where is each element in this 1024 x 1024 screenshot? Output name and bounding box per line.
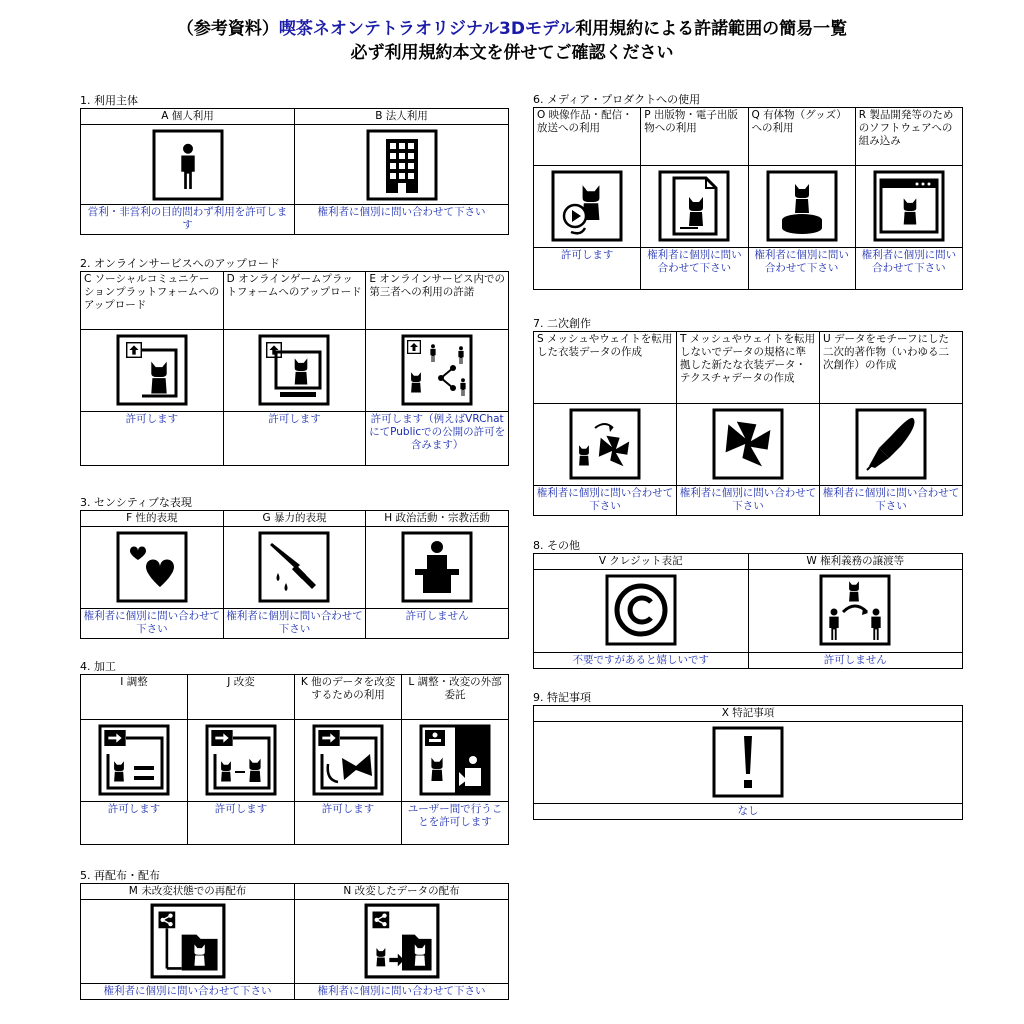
section-8 [533, 538, 963, 669]
item-icon-cell-H [366, 527, 509, 609]
item-result-B: 権利者に個別に問い合わせて下さい [295, 205, 509, 235]
section-title: 7. 二次創作 [533, 317, 591, 330]
upload-monitor-icon [258, 334, 330, 406]
item-header-X: X 特記事項 [534, 706, 963, 722]
item-result-H: 許可しません [366, 609, 509, 639]
item-header-E: E オンラインサービス内での第三者への利用の許諾 [366, 272, 509, 330]
building-icon [366, 129, 438, 201]
section-title: 4. 加工 [80, 660, 116, 673]
item-result-X: なし [534, 804, 963, 820]
item-icon-cell-R [855, 166, 962, 248]
item-icon-cell-V [534, 570, 749, 653]
item-result-P: 権利者に個別に問い合わせて下さい [641, 248, 748, 290]
item-result-A: 営利・非営利の目的問わず利用を許可します [81, 205, 295, 235]
item-icon-cell-F [81, 527, 224, 609]
item-header-J: J 改変 [188, 675, 295, 720]
item-result-N: 権利者に個別に問い合わせて下さい [295, 984, 509, 1000]
document-icon [658, 170, 730, 242]
section-7 [533, 316, 963, 516]
exclamation-icon [712, 726, 784, 798]
item-icon-cell-Q [748, 166, 855, 248]
item-result-I: 許可します [81, 802, 188, 845]
item-icon-cell-W [748, 570, 963, 653]
item-result-G: 権利者に個別に問い合わせて下さい [223, 609, 366, 639]
item-result-M: 権利者に個別に問い合わせて下さい [81, 984, 295, 1000]
item-icon-cell-U [820, 404, 963, 486]
podium-icon [401, 531, 473, 603]
upload-cat-icon [116, 334, 188, 406]
item-header-M: M 未改変状態での再配布 [81, 884, 295, 900]
permission-table [80, 108, 509, 235]
video-icon [551, 170, 623, 242]
item-icon-cell-J [188, 720, 295, 802]
item-result-V: 不要ですがあると嬉しいです [534, 653, 749, 669]
section-4 [80, 659, 509, 845]
item-icon-cell-D [223, 330, 366, 412]
item-icon-cell-T [677, 404, 820, 486]
permission-table [533, 553, 963, 669]
item-icon-cell-L [402, 720, 509, 802]
permission-table [80, 674, 509, 845]
item-result-D: 許可します [223, 412, 366, 466]
item-header-F: F 性的表現 [81, 511, 224, 527]
section-title: 5. 再配布・配布 [80, 869, 160, 882]
item-result-J: 許可します [188, 802, 295, 845]
item-result-T: 権利者に個別に問い合わせて下さい [677, 486, 820, 516]
item-result-S: 権利者に個別に問い合わせて下さい [534, 486, 677, 516]
section-5 [80, 868, 509, 1000]
title-suffix: 利用規約による許諾範囲の簡易一覧 [575, 19, 848, 39]
item-result-Q: 権利者に個別に問い合わせて下さい [748, 248, 855, 290]
hearts-icon [116, 531, 188, 603]
item-header-W: W 権利義務の譲渡等 [748, 554, 963, 570]
item-icon-cell-X [534, 722, 963, 804]
item-icon-cell-K [295, 720, 402, 802]
item-header-N: N 改変したデータの配布 [295, 884, 509, 900]
item-header-R: R 製品開発等のためのソフトウェアへの組み込み [855, 108, 962, 166]
section-2 [80, 256, 509, 466]
item-icon-cell-A [81, 125, 295, 205]
section-title: 9. 特記事項 [533, 691, 591, 704]
item-header-H: H 政治活動・宗教活動 [366, 511, 509, 527]
permission-table [533, 331, 963, 516]
item-result-L: ユーザー間で行うことを許可します [402, 802, 509, 845]
permission-table [533, 705, 963, 820]
item-icon-cell-I [81, 720, 188, 802]
item-result-C: 許可します [81, 412, 224, 466]
item-header-V: V クレジット表記 [534, 554, 749, 570]
section-1 [80, 93, 509, 235]
upload-share-icon [401, 334, 473, 406]
permission-table [80, 883, 509, 1000]
knife-icon [258, 531, 330, 603]
item-icon-cell-S [534, 404, 677, 486]
item-result-O: 許可します [534, 248, 641, 290]
item-icon-cell-G [223, 527, 366, 609]
software-icon [873, 170, 945, 242]
item-header-U: U データをモチーフにした二次的著作物（いわゆる二次創作）の作成 [820, 332, 963, 404]
pen-icon [855, 408, 927, 480]
section-6 [533, 92, 963, 290]
document-title-line2: 必ず利用規約本文を併せてご確認ください [350, 43, 674, 63]
modify-icon [205, 724, 277, 796]
item-header-O: O 映像作品・配信・放送への利用 [534, 108, 641, 166]
item-icon-cell-N [295, 900, 509, 984]
document-title-line1 [0, 14, 1024, 39]
transfer-icon [819, 574, 891, 646]
person-icon [152, 129, 224, 201]
ribbon-large-icon [712, 408, 784, 480]
item-result-F: 権利者に個別に問い合わせて下さい [81, 609, 224, 639]
item-header-B: B 法人利用 [295, 109, 509, 125]
copyright-icon [605, 574, 677, 646]
permission-table [80, 510, 509, 639]
section-title: 1. 利用主体 [80, 94, 138, 107]
item-header-C: C ソーシャルコミュニケーションプラットフォームへのアップロード [81, 272, 224, 330]
item-icon-cell-B [295, 125, 509, 205]
title-brand: 喫茶ネオンテトラオリジナル3Dモデル [278, 19, 576, 39]
section-title: 2. オンラインサービスへのアップロード [80, 257, 280, 270]
section-3 [80, 495, 509, 639]
adjust-icon [98, 724, 170, 796]
item-header-G: G 暴力的表現 [223, 511, 366, 527]
item-icon-cell-C [81, 330, 224, 412]
item-icon-cell-M [81, 900, 295, 984]
item-header-K: K 他のデータを改変するための利用 [295, 675, 402, 720]
item-header-I: I 調整 [81, 675, 188, 720]
section-title: 8. その他 [533, 539, 580, 552]
item-result-U: 権利者に個別に問い合わせて下さい [820, 486, 963, 516]
permission-table [80, 271, 509, 466]
share-folder-icon [150, 903, 226, 979]
share-modified-icon [364, 903, 440, 979]
item-result-W: 許可しません [748, 653, 963, 669]
item-result-E: 許可します（例えばVRChatにてPublicでの公開の許可を含みます） [366, 412, 509, 466]
section-9 [533, 690, 963, 820]
item-header-D: D オンラインゲームプラットフォームへのアップロード [223, 272, 366, 330]
item-header-P: P 出版物・電子出版物への利用 [641, 108, 748, 166]
item-header-S: S メッシュやウェイトを転用した衣装データの作成 [534, 332, 677, 404]
item-header-T: T メッシュやウェイトを転用しないでデータの規格に準拠した新たな衣装データ・テクスチャデータの作成 [677, 332, 820, 404]
item-result-K: 許可します [295, 802, 402, 845]
permission-table [533, 107, 963, 290]
item-header-L: L 調整・改変の外部委託 [402, 675, 509, 720]
outsource-icon [419, 724, 491, 796]
figure-icon [766, 170, 838, 242]
cat-ribbon-icon [569, 408, 641, 480]
ribbon-icon [312, 724, 384, 796]
item-icon-cell-P [641, 166, 748, 248]
item-result-R: 権利者に個別に問い合わせて下さい [855, 248, 962, 290]
title-prefix: （参考資料） [176, 19, 279, 39]
section-title: 3. センシティブな表現 [80, 496, 192, 509]
item-icon-cell-O [534, 166, 641, 248]
section-title: 6. メディア・プロダクトへの使用 [533, 93, 701, 106]
item-icon-cell-E [366, 330, 509, 412]
item-header-A: A 個人利用 [81, 109, 295, 125]
item-header-Q: Q 有体物（グッズ）への利用 [748, 108, 855, 166]
